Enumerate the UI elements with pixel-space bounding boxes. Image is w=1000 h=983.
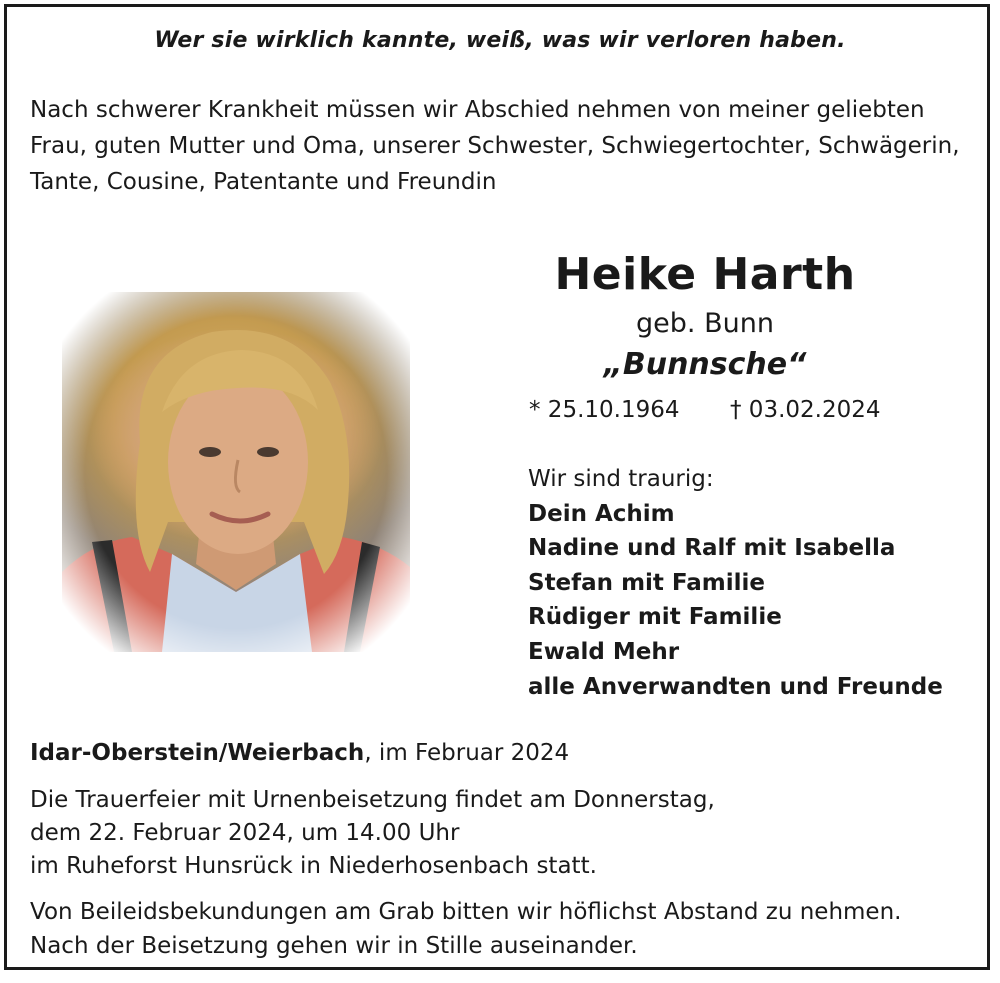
place-date-line [30, 736, 569, 770]
nickname: „Bunnsche“ [603, 347, 807, 382]
deceased-name: Heike Harth [554, 249, 856, 300]
mourner-name: Nadine und Ralf mit Isabella [528, 535, 896, 562]
mourner-name: Dein Achim [528, 500, 675, 527]
maiden-name: geb. Bunn [636, 308, 774, 339]
ceremony-line: dem 22. Februar 2024, um 14.00 Uhr [30, 820, 460, 846]
motto-line: Wer sie wirklich kannte, weiß, was wir verloren haben. [154, 28, 846, 53]
death-date: † 03.02.2024 [730, 397, 881, 423]
mourners-lead: Wir sind traurig: [528, 466, 714, 492]
intro-line: Frau, guten Mutter und Oma, unserer Schwester, Schwiegertochter, Schwägerin, [30, 133, 960, 159]
mourner-name: Ewald Mehr [528, 638, 680, 665]
ceremony-line: im Ruheforst Hunsrück in Niederhosenbach statt. [30, 853, 597, 879]
birth-date: * 25.10.1964 [529, 397, 680, 423]
closing-line: Nach der Beisetzung gehen wir in Stille auseinander. [30, 933, 638, 959]
ceremony-line: Die Trauerfeier mit Urnenbeisetzung findet am Donnerstag, [30, 787, 715, 813]
place-location: Idar-Oberstein/Weierbach [30, 740, 365, 766]
intro-line: Nach schwerer Krankheit müssen wir Abschied nehmen von meiner geliebten [30, 97, 925, 123]
eye-left [199, 447, 221, 457]
mourner-name: Stefan mit Familie [528, 569, 766, 596]
deceased-name-block [500, 246, 910, 386]
closing-text [30, 895, 901, 963]
intro-text [30, 92, 980, 200]
place-date: , im Februar 2024 [364, 740, 570, 766]
mourners-list [528, 462, 968, 704]
portrait-photo [62, 292, 410, 652]
mourner-name: alle Anverwandten und Freunde [528, 673, 943, 700]
closing-line: Von Beileidsbekundungen am Grab bitten wir höflichst Abstand zu nehmen. [30, 899, 902, 925]
eye-right [257, 447, 279, 457]
mourner-name: Rüdiger mit Familie [528, 604, 782, 631]
intro-line: Tante, Cousine, Patentante und Freundin [30, 169, 497, 195]
portrait-illustration [62, 292, 410, 652]
ceremony-text [30, 784, 715, 883]
